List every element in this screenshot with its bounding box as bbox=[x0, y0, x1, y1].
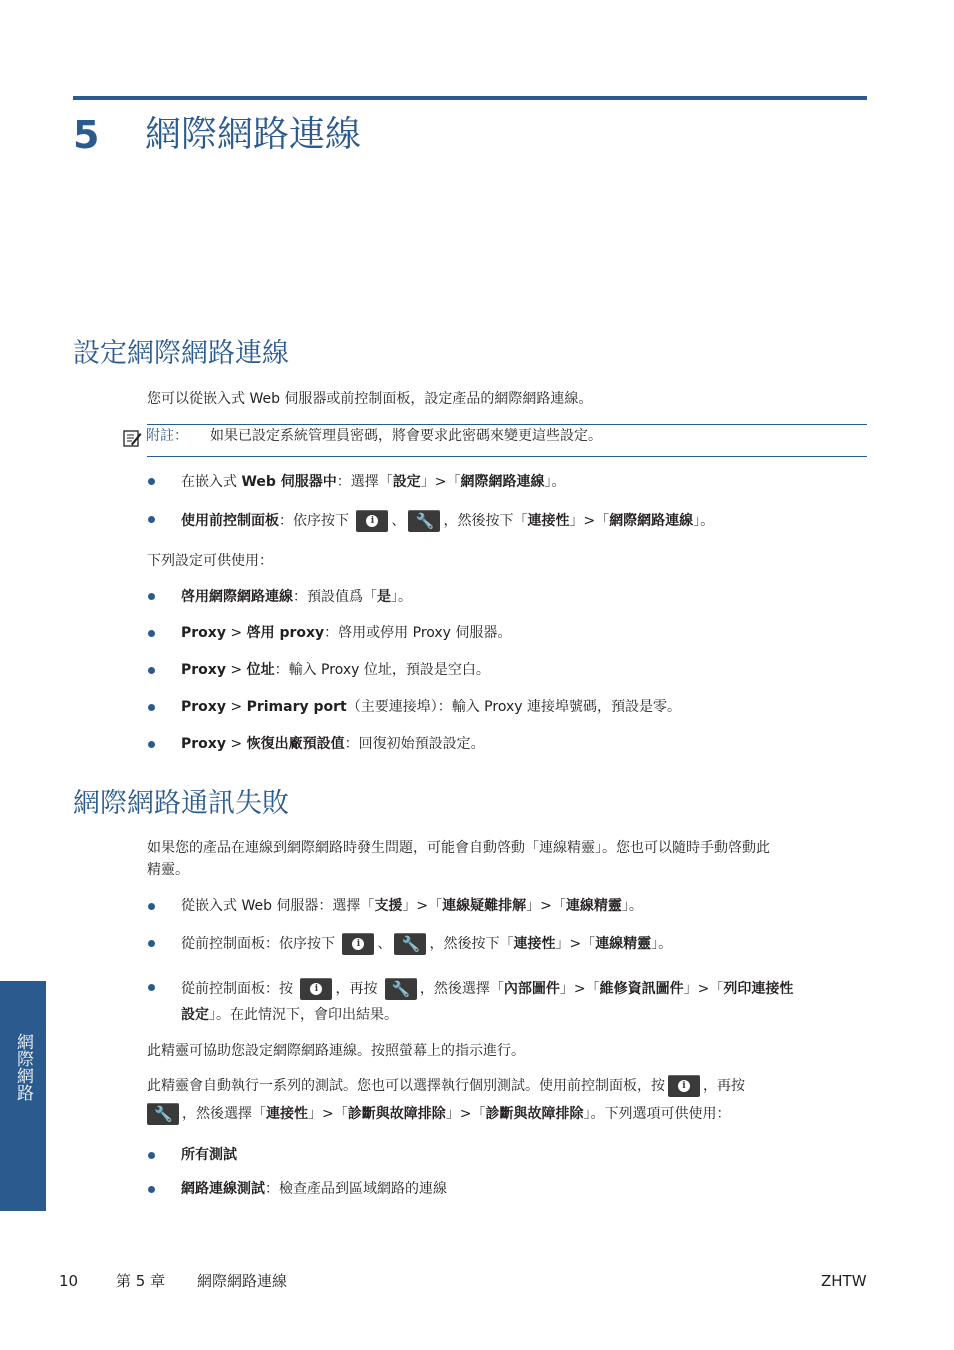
section-intro: 您可以從嵌入式 Web 伺服器或前控制面板，設定產品的網際網路連線。 bbox=[147, 391, 593, 407]
list-item: 啓用網際網路連線：預設值爲「是」。 bbox=[181, 589, 412, 605]
note-text: 如果已設定系統管理員密碼，將會要求此密碼來變更這些設定。 bbox=[210, 428, 602, 444]
chapter-top-rule bbox=[73, 96, 867, 100]
list-item: 網路連線測試：檢查產品到區域網路的連線 bbox=[181, 1181, 447, 1197]
bullet bbox=[148, 516, 155, 523]
list-item: 從前控制面板：依序按下 i 、 🔧 ，然後按下「連接性」>「連線精靈」。 bbox=[181, 935, 673, 953]
note-bottom-rule bbox=[147, 456, 867, 457]
list-item: 所有測試 bbox=[181, 1147, 237, 1163]
bullet bbox=[148, 593, 155, 600]
bullet bbox=[148, 903, 155, 910]
info-icon: i bbox=[678, 1080, 690, 1092]
wrench-button bbox=[394, 933, 426, 955]
note-pad-icon bbox=[122, 428, 142, 448]
list-item: 使用前控制面板：依序按下 i 、 🔧 ，然後按下「連接性」>「網際網路連線」。 bbox=[181, 512, 715, 530]
bullet bbox=[148, 741, 155, 748]
tests-text-line2: 🔧 ，然後選擇「連接性」>「診斷與故障排除」>「診斷與故障排除」。下列選項可供使用： bbox=[147, 1103, 730, 1125]
page-number: 10 bbox=[59, 1272, 79, 1290]
section-heading-failure: 網際網路通訊失敗 bbox=[73, 788, 289, 819]
available-settings-text: 下列設定可供使用： bbox=[147, 553, 273, 569]
section-intro-line2: 精靈。 bbox=[147, 862, 189, 878]
bullet bbox=[148, 1152, 155, 1159]
note-label: 附註： bbox=[146, 428, 188, 444]
wrench-icon: 🔧 bbox=[401, 935, 421, 953]
info-button bbox=[300, 978, 332, 1000]
chapter-side-tab bbox=[0, 981, 46, 1211]
wrench-button bbox=[147, 1103, 179, 1125]
wrench-icon: 🔧 bbox=[154, 1105, 173, 1123]
info-icon: i bbox=[310, 983, 322, 995]
bullet bbox=[148, 667, 155, 674]
info-button bbox=[668, 1075, 700, 1097]
wizard-help-text: 此精靈可協助您設定網際網路連線。按照螢幕上的指示進行。 bbox=[147, 1043, 525, 1059]
bullet bbox=[148, 984, 155, 991]
footer-chapter-title: 網際網路連線 bbox=[197, 1272, 288, 1290]
bullet bbox=[148, 940, 155, 947]
list-item: Proxy > 啓用 proxy：啓用或停用 Proxy 伺服器。 bbox=[181, 625, 512, 641]
info-button bbox=[356, 510, 388, 532]
wrench-button bbox=[385, 978, 417, 1000]
side-tab-label: 網際網路 bbox=[13, 1033, 33, 1101]
section-intro-line1: 如果您的產品在連線到網際網路時發生問題，可能會自動啓動「連線精靈」。您也可以隨時手動啓動此 bbox=[147, 840, 770, 856]
chapter-title: 網際網路連線 bbox=[145, 114, 362, 155]
bullet bbox=[148, 1186, 155, 1193]
footer-language-code: ZHTW bbox=[821, 1272, 867, 1290]
list-item: 從前控制面板：按 i ，再按 🔧 ，然後選擇「內部圖件」>「維修資訊圖件」>「列印連接性 bbox=[181, 980, 794, 998]
wrench-icon: 🔧 bbox=[415, 512, 435, 530]
list-item: Proxy > Primary port（主要連接埠）：輸入 Proxy 連接埠號碼，預設是零。 bbox=[181, 699, 681, 715]
wrench-button bbox=[408, 510, 440, 532]
info-icon: i bbox=[366, 515, 378, 527]
footer-chapter-label: 第 5 章 bbox=[116, 1272, 166, 1290]
info-button bbox=[342, 933, 374, 955]
list-item-continuation: 設定」。在此情況下，會印出結果。 bbox=[181, 1007, 398, 1023]
list-item: Proxy > 恢復出廠預設值：回復初始預設設定。 bbox=[181, 736, 485, 752]
wrench-icon: 🔧 bbox=[391, 980, 411, 998]
list-item: 在嵌入式 Web 伺服器中：選擇「設定」>「網際網路連線」。 bbox=[181, 474, 566, 490]
bullet bbox=[148, 630, 155, 637]
chapter-number: 5 bbox=[73, 113, 100, 157]
info-icon: i bbox=[352, 938, 364, 950]
tests-text-line1: 此精靈會自動執行一系列的測試。您也可以選擇執行個別測試。使用前控制面板，按 i ，再按 bbox=[147, 1075, 745, 1097]
section-heading-setup: 設定網際網路連線 bbox=[73, 338, 289, 369]
bullet bbox=[148, 704, 155, 711]
list-item: 從嵌入式 Web 伺服器：選擇「支援」>「連線疑難排解」>「連線精靈」。 bbox=[181, 898, 643, 914]
list-item: Proxy > 位址：輸入 Proxy 位址，預設是空白。 bbox=[181, 662, 490, 678]
bullet bbox=[148, 478, 155, 485]
